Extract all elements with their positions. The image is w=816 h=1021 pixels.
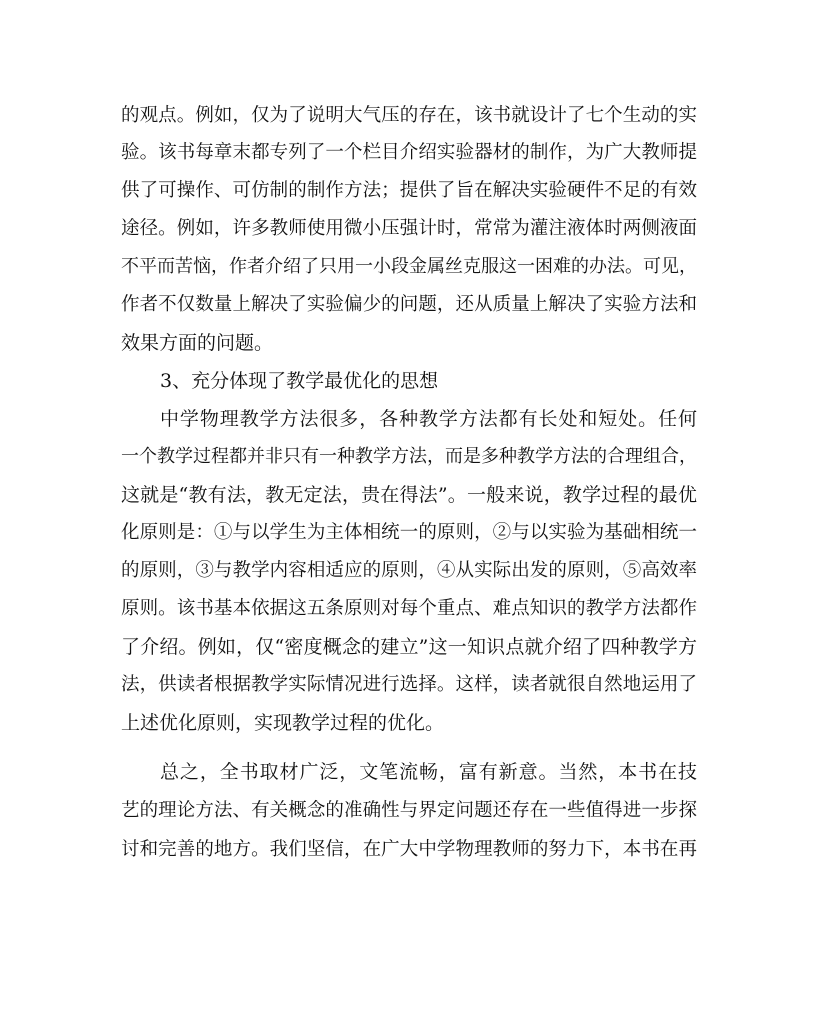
paragraph-line: 供了可操作、可仿制的制作方法；提供了旨在解决实验硬件不足的有效 bbox=[121, 180, 697, 201]
paragraph-line: 途径。例如，许多教师使用微小压强计时，常常为灌注液体时两侧液面 bbox=[121, 218, 697, 239]
paragraph-line: 了介绍。例如，仅“密度概念的建立”这一知识点就介绍了四种教学方 bbox=[121, 636, 697, 658]
section-heading: 3、充分体现了教学最优化的思想 bbox=[160, 370, 439, 392]
paragraph-line: 艺的理论方法、有关概念的准确性与界定问题还存在一些值得进一步探 bbox=[121, 800, 697, 821]
paragraph-line: 的原则，③与教学内容相适应的原则，④从实际出发的原则，⑤高效率 bbox=[121, 560, 697, 581]
paragraph-line: 讨和完善的地方。我们坚信，在广大中学物理教师的努力下，本书在再 bbox=[121, 839, 697, 860]
paragraph-line: 上述优化原则，实现教学过程的优化。 bbox=[121, 712, 445, 734]
paragraph-line: 不平而苦恼，作者介绍了只用一小段金属丝克服这一困难的办法。可见， bbox=[121, 256, 697, 277]
paragraph-line: 作者不仅数量上解决了实验偏少的问题，还从质量上解决了实验方法和 bbox=[121, 294, 697, 315]
paragraph-line: 验。该书每章末都专列了一个栏目介绍实验器材的制作，为广大教师提 bbox=[121, 142, 697, 163]
paragraph-line: 一个教学过程都并非只有一种教学方法，而是多种教学方法的合理组合， bbox=[121, 446, 697, 467]
paragraph-line: 的观点。例如，仅为了说明大气压的存在，该书就设计了七个生动的实 bbox=[121, 105, 697, 126]
paragraph-line: 总之，全书取材广泛，文笔流畅，富有新意。当然，本书在技 bbox=[160, 761, 697, 783]
paragraph-line: 效果方面的问题。 bbox=[121, 332, 274, 354]
paragraph-line: 化原则是：①与以学生为主体相统一的原则，②与以实验为基础相统一 bbox=[121, 522, 697, 543]
paragraph-line: 这就是“教有法，教无定法，贵在得法”。一般来说，教学过程的最优 bbox=[121, 484, 697, 506]
paragraph-line: 中学物理教学方法很多，各种教学方法都有长处和短处。任何 bbox=[160, 408, 697, 430]
paragraph-line: 法，供读者根据教学实际情况进行选择。这样，读者就很自然地运用了 bbox=[121, 674, 697, 695]
paragraph-line: 原则。该书基本依据这五条原则对每个重点、难点知识的教学方法都作 bbox=[121, 598, 697, 619]
